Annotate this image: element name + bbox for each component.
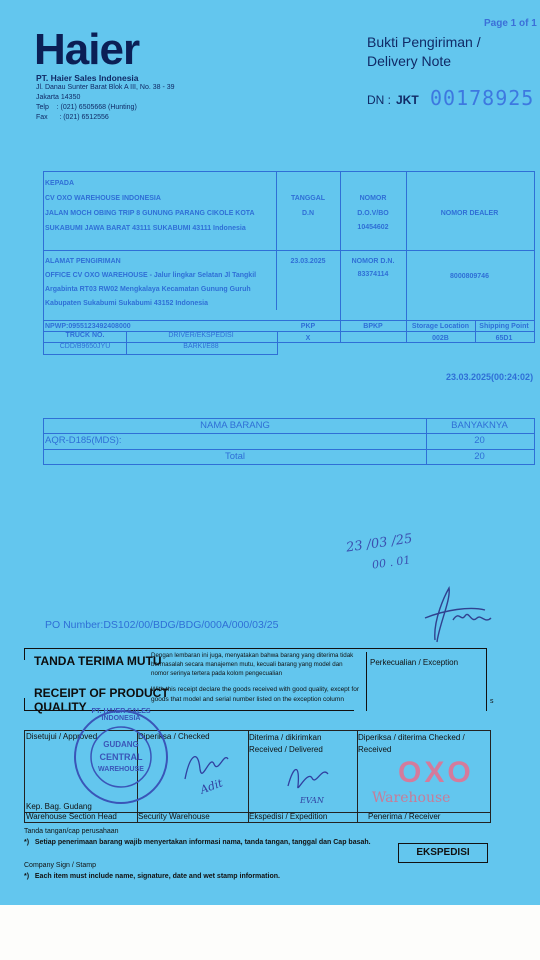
stamp-line-3: WAREHOUSE [98, 766, 144, 773]
tanggal-sub: D.N [301, 210, 315, 217]
nomor-dn-label: NOMOR D.N. [351, 258, 395, 265]
doc-title-id: Bukti Pengiriman / [367, 34, 481, 50]
storage-value: 002B [432, 335, 449, 342]
tanggal-label: TANGGAL [290, 195, 326, 202]
total-label: Total [224, 451, 246, 462]
company-name: PT. Haier Sales Indonesia [36, 73, 139, 83]
dn-label: DN : [367, 93, 391, 107]
kepada-label: KEPADA [45, 180, 75, 187]
delivered-label: Diterima / dikirimkan Received / Delivered [249, 733, 323, 754]
company-address-1: Jl. Danau Sunter Barat Blok A III, No. 38 - 39 [36, 84, 175, 91]
signature-icon [415, 580, 495, 650]
company-fax: Fax : (021) 6512556 [36, 114, 109, 121]
driver-value: BARKI/E88 [183, 343, 219, 350]
receipt-text-en: With this receipt declare the goods received with good quality, except for goods that model and serial number listed on the exception column [151, 686, 359, 703]
footer-note-id: *) Setiap penerimaan barang wajib menyertakan informasi nama, tanda tangan, tanggal dan Cap basah. [24, 839, 371, 846]
total-qty: 20 [474, 451, 485, 462]
nomor-sub: D.O.V/BO [357, 210, 389, 217]
kepada-line-2: JALAN MOCH OBING TRIP 8 GUNUNG PARANG CIKOLE KOTA [45, 210, 255, 217]
security-label: Security Warehouse [138, 812, 210, 821]
footer-note-en: *) Each item must include name, signature, date and wet stamp information. [24, 873, 280, 880]
exception-label: Perkecualian / Exception [370, 658, 459, 667]
checked-signature-icon [180, 744, 230, 784]
alamat-line-3: Kabupaten Sukabumi Sukabumi 43152 Indonesia [45, 300, 208, 307]
alamat-line-1: OFFICE CV OXO WAREHOUSE - Jalur lingkar Selatan Jl Tangkil [45, 272, 257, 279]
copy-label: EKSPEDISI [398, 843, 488, 863]
npwp: NPWP:0955123492408000 [45, 323, 131, 330]
col-banyaknya: BANYAKNYA [451, 420, 508, 431]
warehouse-head-1: Kep. Bag. Gudang [26, 802, 92, 811]
alamat-line-2: Argabinta RT03 RW02 Mengkalaya Kecamatan Gunung Guruh [45, 286, 251, 293]
receipt-title-id: TANDA TERIMA MUTU [34, 654, 162, 668]
po-number: PO Number:DS102/00/BDG/BDG/000A/000/03/25 [45, 619, 279, 631]
nomor-value: 10454602 [357, 224, 389, 231]
tanggal-value: 23.03.2025 [290, 258, 326, 265]
handwritten-date: 23 /03 /25 [345, 531, 414, 556]
company-telp: Telp : (021) 6505668 (Hunting) [36, 104, 137, 111]
warehouse-head-2: Warehouse Section Head [26, 812, 117, 821]
timestamp: 23.03.2025(00:24:02) [446, 372, 534, 382]
driver-label: DRIVER/EKSPEDISI [168, 332, 234, 339]
hand-name-adit: Adit [198, 776, 225, 797]
col-nama-barang: NAMA BARANG [200, 420, 270, 431]
kepada-line-3: SUKABUMI JAWA BARAT 43111 SUKABUMI 43111 Indonesia [45, 225, 246, 232]
receipt-text-id: Dengan lembaran ini juga, menyatakan bahwa barang yang diterima tidak bermasalah secara manajemen mutu, kecuali barang yang model dan nomor serinya tertera pada kolom pengecualian [151, 652, 354, 677]
dn-prefix: JKT [396, 93, 419, 107]
nomor-dn-value: 83374114 [357, 271, 389, 278]
oxo-stamp: OXO [398, 756, 474, 789]
truck-label: TRUCK NO. [65, 332, 105, 339]
stamp-line-2: CENTRAL [99, 752, 143, 762]
nomor-dealer-label: NOMOR DEALER [440, 210, 499, 217]
haier-logo: Haier [34, 25, 140, 74]
stamp-line-1: GUDANG [103, 740, 139, 749]
approved-label: Disetujui / Approved [26, 732, 98, 741]
pkp-label: PKP [300, 323, 316, 330]
item-row-name: AQR-D185(MDS): [45, 435, 122, 446]
doc-title-en: Delivery Note [367, 53, 452, 69]
checked-label: Diperiksa / Checked [138, 732, 210, 741]
page-label: Page 1 of 1 [484, 18, 537, 29]
received-label: Diperiksa / diterima Checked / Received [358, 733, 465, 754]
hand-name-evan: EVAN [300, 796, 324, 805]
receipt-title-en-1: RECEIPT OF PRODUCT [34, 686, 169, 700]
margin-mark: s [490, 698, 494, 705]
expedition-label: Ekspedisi / Expedition [249, 812, 328, 821]
company-address-2: Jakarta 14350 [36, 94, 81, 101]
handwritten-time: 00 . 01 [371, 553, 412, 572]
receipt-title-en-2: QUALITY [34, 700, 87, 714]
shipping-label: Shipping Point [479, 323, 529, 330]
bpkp-label: BPKP [363, 323, 383, 330]
item-row-qty: 20 [474, 435, 485, 446]
pkp-value: X [305, 335, 311, 342]
dn-number: 00178925 [430, 86, 535, 110]
footer-sign-label-en: Company Sign / Stamp [24, 862, 96, 869]
shipping-value: 65D1 [495, 335, 513, 342]
kepada-line-1: CV OXO WAREHOUSE INDONESIA [45, 195, 161, 202]
alamat-label: ALAMAT PENGIRIMAN [45, 258, 121, 265]
oxo-stamp-sub: Warehouse [372, 790, 451, 806]
nomor-dealer-value: 8000809746 [450, 273, 489, 280]
truck-value: CDD/B9650JYU [59, 343, 111, 350]
receiver-label: Penerima / Receiver [368, 812, 441, 821]
expedition-signature-icon [282, 756, 342, 796]
nomor-label: NOMOR [359, 195, 387, 202]
stamp-text: PT. HAIER SALES INDONESIA [91, 708, 151, 722]
storage-label: Storage Location [411, 323, 470, 330]
footer-sign-label: Tanda tangan/cap perusahaan [24, 828, 119, 835]
